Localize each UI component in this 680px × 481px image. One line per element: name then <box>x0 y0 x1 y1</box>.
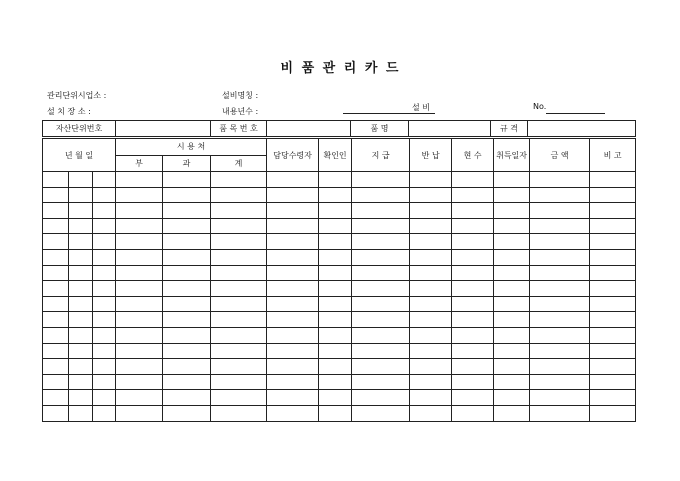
item-no-label: 품 목 번 호 <box>211 121 267 137</box>
asset-no-value[interactable] <box>116 121 211 137</box>
table-cell[interactable] <box>116 218 163 234</box>
table-cell[interactable] <box>530 296 590 312</box>
table-cell[interactable] <box>267 312 319 328</box>
table-cell[interactable] <box>319 327 352 343</box>
table-cell[interactable] <box>410 281 452 297</box>
table-cell[interactable] <box>452 234 494 250</box>
table-cell[interactable] <box>211 218 267 234</box>
table-cell[interactable] <box>211 234 267 250</box>
table-cell[interactable] <box>93 249 116 265</box>
mgmt-unit-label: 관리단위시업소 : <box>47 91 107 100</box>
table-cell[interactable] <box>410 249 452 265</box>
unit-header: 계 <box>211 155 267 172</box>
table-cell[interactable] <box>452 374 494 390</box>
table-cell[interactable] <box>163 327 211 343</box>
table-cell[interactable] <box>116 203 163 219</box>
table-cell[interactable] <box>163 249 211 265</box>
table-cell[interactable] <box>163 265 211 281</box>
table-cell[interactable] <box>410 390 452 406</box>
table-cell[interactable] <box>410 296 452 312</box>
table-cell[interactable] <box>43 405 69 421</box>
table-cell[interactable] <box>163 187 211 203</box>
table-cell[interactable] <box>530 265 590 281</box>
table-cell[interactable] <box>69 187 93 203</box>
table-cell[interactable] <box>452 327 494 343</box>
table-cell[interactable] <box>530 359 590 375</box>
table-cell[interactable] <box>530 312 590 328</box>
table-cell[interactable] <box>352 312 410 328</box>
table-cell[interactable] <box>452 296 494 312</box>
table-cell[interactable] <box>211 343 267 359</box>
spec-label: 규 격 <box>491 121 528 137</box>
table-cell[interactable] <box>494 296 530 312</box>
table-cell[interactable] <box>43 234 69 250</box>
table-cell[interactable] <box>163 234 211 250</box>
asset-no-label: 자산단위번호 <box>43 121 116 137</box>
equipment-underline <box>343 113 435 114</box>
table-cell[interactable] <box>530 218 590 234</box>
current-header: 현 수 <box>452 139 494 172</box>
table-cell[interactable] <box>93 203 116 219</box>
table-cell[interactable] <box>319 281 352 297</box>
table-cell[interactable] <box>319 405 352 421</box>
amount-header: 금 액 <box>530 139 590 172</box>
table-row <box>43 281 636 297</box>
table-cell[interactable] <box>590 172 636 188</box>
table-cell[interactable] <box>69 172 93 188</box>
item-no-value[interactable] <box>267 121 351 137</box>
table-cell[interactable] <box>530 187 590 203</box>
table-cell[interactable] <box>211 374 267 390</box>
table-cell[interactable] <box>352 218 410 234</box>
spec-value[interactable] <box>528 121 636 137</box>
table-cell[interactable] <box>267 187 319 203</box>
table-cell[interactable] <box>352 281 410 297</box>
table-cell[interactable] <box>590 281 636 297</box>
table-row <box>43 327 636 343</box>
table-cell[interactable] <box>116 265 163 281</box>
table-cell[interactable] <box>590 374 636 390</box>
table-cell[interactable] <box>352 234 410 250</box>
table-cell[interactable] <box>69 343 93 359</box>
table-cell[interactable] <box>69 374 93 390</box>
table-cell[interactable] <box>452 265 494 281</box>
table-cell[interactable] <box>352 374 410 390</box>
return-header: 반 납 <box>410 139 452 172</box>
table-cell[interactable] <box>116 312 163 328</box>
table-cell[interactable] <box>163 374 211 390</box>
table-cell[interactable] <box>116 296 163 312</box>
date-header: 년 월 일 <box>43 139 116 172</box>
table-cell[interactable] <box>319 359 352 375</box>
table-cell[interactable] <box>116 390 163 406</box>
table-cell[interactable] <box>590 296 636 312</box>
page-title: 비 품 관 리 카 드 <box>280 61 400 76</box>
table-cell[interactable] <box>319 203 352 219</box>
table-cell[interactable] <box>267 218 319 234</box>
acquire-date-header: 취득일자 <box>494 139 530 172</box>
table-cell[interactable] <box>43 312 69 328</box>
manager-header: 담당수령자 <box>267 139 319 172</box>
table-cell[interactable] <box>590 405 636 421</box>
table-cell[interactable] <box>452 218 494 234</box>
table-cell[interactable] <box>116 327 163 343</box>
table-cell[interactable] <box>319 312 352 328</box>
table-cell[interactable] <box>43 203 69 219</box>
table-cell[interactable] <box>93 343 116 359</box>
table-cell[interactable] <box>590 249 636 265</box>
confirm-header: 확인인 <box>319 139 352 172</box>
table-cell[interactable] <box>211 390 267 406</box>
table-cell[interactable] <box>319 187 352 203</box>
table-cell[interactable] <box>116 172 163 188</box>
table-cell[interactable] <box>93 187 116 203</box>
table-cell[interactable] <box>410 343 452 359</box>
table-cell[interactable] <box>410 374 452 390</box>
table-cell[interactable] <box>494 187 530 203</box>
table-cell[interactable] <box>352 172 410 188</box>
table-cell[interactable] <box>69 218 93 234</box>
table-cell[interactable] <box>163 343 211 359</box>
table-cell[interactable] <box>69 249 93 265</box>
table-cell[interactable] <box>93 234 116 250</box>
issue-header: 지 급 <box>352 139 410 172</box>
table-cell[interactable] <box>163 281 211 297</box>
table-cell[interactable] <box>211 359 267 375</box>
table-cell[interactable] <box>163 390 211 406</box>
table-cell[interactable] <box>590 327 636 343</box>
table-cell[interactable] <box>211 405 267 421</box>
table-cell[interactable] <box>410 187 452 203</box>
table-row <box>43 265 636 281</box>
table-row <box>43 296 636 312</box>
table-cell[interactable] <box>494 203 530 219</box>
table-cell[interactable] <box>43 343 69 359</box>
table-cell[interactable] <box>410 203 452 219</box>
table-cell[interactable] <box>116 234 163 250</box>
record-table <box>42 138 636 422</box>
table-cell[interactable] <box>69 234 93 250</box>
table-cell[interactable] <box>267 359 319 375</box>
table-row <box>43 172 636 188</box>
table-cell[interactable] <box>494 327 530 343</box>
table-cell[interactable] <box>116 249 163 265</box>
table-cell[interactable] <box>43 187 69 203</box>
table-cell[interactable] <box>163 296 211 312</box>
table-row <box>43 187 636 203</box>
table-cell[interactable] <box>530 281 590 297</box>
table-cell[interactable] <box>319 172 352 188</box>
service-life-label: 내용년수 : <box>222 107 259 116</box>
table-cell[interactable] <box>69 203 93 219</box>
table-cell[interactable] <box>410 265 452 281</box>
table-cell[interactable] <box>69 405 93 421</box>
table-cell[interactable] <box>452 172 494 188</box>
table-cell[interactable] <box>590 312 636 328</box>
table-row <box>43 203 636 219</box>
table-cell[interactable] <box>211 249 267 265</box>
table-cell[interactable] <box>530 390 590 406</box>
table-cell[interactable] <box>530 343 590 359</box>
table-cell[interactable] <box>352 327 410 343</box>
table-cell[interactable] <box>93 281 116 297</box>
table-cell[interactable] <box>116 359 163 375</box>
number-underline <box>546 113 605 114</box>
table-cell[interactable] <box>69 265 93 281</box>
table-cell[interactable] <box>43 359 69 375</box>
table-cell[interactable] <box>211 265 267 281</box>
table-cell[interactable] <box>267 172 319 188</box>
table-cell[interactable] <box>410 327 452 343</box>
table-cell[interactable] <box>163 312 211 328</box>
table-cell[interactable] <box>93 312 116 328</box>
table-cell[interactable] <box>267 203 319 219</box>
table-cell[interactable] <box>69 312 93 328</box>
table-cell[interactable] <box>163 405 211 421</box>
table-cell[interactable] <box>530 172 590 188</box>
table-cell[interactable] <box>267 343 319 359</box>
table-cell[interactable] <box>530 203 590 219</box>
table-cell[interactable] <box>410 312 452 328</box>
item-name-value[interactable] <box>409 121 491 137</box>
table-cell[interactable] <box>452 390 494 406</box>
table-cell[interactable] <box>452 312 494 328</box>
table-cell[interactable] <box>494 374 530 390</box>
table-row <box>43 405 636 421</box>
table-cell[interactable] <box>267 234 319 250</box>
table-cell[interactable] <box>93 405 116 421</box>
table-cell[interactable] <box>494 234 530 250</box>
table-cell[interactable] <box>267 390 319 406</box>
table-cell[interactable] <box>590 234 636 250</box>
table-cell[interactable] <box>410 359 452 375</box>
table-row <box>43 359 636 375</box>
use-place-header: 시 용 처 <box>116 139 267 156</box>
table-cell[interactable] <box>590 390 636 406</box>
table-cell[interactable] <box>43 374 69 390</box>
table-cell[interactable] <box>116 405 163 421</box>
table-cell[interactable] <box>116 187 163 203</box>
table-cell[interactable] <box>352 296 410 312</box>
table-cell[interactable] <box>69 390 93 406</box>
table-cell[interactable] <box>494 312 530 328</box>
table-row <box>43 218 636 234</box>
table-cell[interactable] <box>452 187 494 203</box>
table-cell[interactable] <box>352 405 410 421</box>
install-location-label: 설 치 장 소 : <box>47 107 91 116</box>
table-cell[interactable] <box>319 265 352 281</box>
table-cell[interactable] <box>163 218 211 234</box>
table-cell[interactable] <box>452 359 494 375</box>
table-cell[interactable] <box>590 203 636 219</box>
table-cell[interactable] <box>93 390 116 406</box>
table-cell[interactable] <box>319 249 352 265</box>
table-cell[interactable] <box>530 327 590 343</box>
table-cell[interactable] <box>590 218 636 234</box>
table-cell[interactable] <box>352 187 410 203</box>
table-cell[interactable] <box>93 374 116 390</box>
table-cell[interactable] <box>352 343 410 359</box>
table-row <box>43 374 636 390</box>
remarks-header: 비 고 <box>590 139 636 172</box>
table-cell[interactable] <box>319 296 352 312</box>
table-cell[interactable] <box>69 359 93 375</box>
table-cell[interactable] <box>410 218 452 234</box>
number-label: No. <box>533 102 547 111</box>
table-cell[interactable] <box>69 327 93 343</box>
table-cell[interactable] <box>494 390 530 406</box>
table-cell[interactable] <box>163 359 211 375</box>
table-cell[interactable] <box>116 281 163 297</box>
table-cell[interactable] <box>410 405 452 421</box>
table-cell[interactable] <box>43 390 69 406</box>
table-cell[interactable] <box>267 249 319 265</box>
table-cell[interactable] <box>319 234 352 250</box>
table-cell[interactable] <box>267 327 319 343</box>
table-cell[interactable] <box>43 296 69 312</box>
table-cell[interactable] <box>590 187 636 203</box>
table-cell[interactable] <box>494 343 530 359</box>
table-cell[interactable] <box>352 390 410 406</box>
table-cell[interactable] <box>211 327 267 343</box>
table-cell[interactable] <box>452 203 494 219</box>
table-cell[interactable] <box>93 327 116 343</box>
table-cell[interactable] <box>319 218 352 234</box>
table-cell[interactable] <box>43 281 69 297</box>
info-row <box>42 120 635 137</box>
table-cell[interactable] <box>43 249 69 265</box>
table-cell[interactable] <box>319 374 352 390</box>
table-cell[interactable] <box>410 234 452 250</box>
table-cell[interactable] <box>590 359 636 375</box>
table-cell[interactable] <box>494 281 530 297</box>
table-cell[interactable] <box>211 281 267 297</box>
table-cell[interactable] <box>267 405 319 421</box>
table-cell[interactable] <box>494 218 530 234</box>
table-cell[interactable] <box>319 343 352 359</box>
table-cell[interactable] <box>494 359 530 375</box>
table-cell[interactable] <box>530 234 590 250</box>
table-cell[interactable] <box>267 374 319 390</box>
table-cell[interactable] <box>116 343 163 359</box>
table-cell[interactable] <box>530 249 590 265</box>
table-cell[interactable] <box>93 359 116 375</box>
table-cell[interactable] <box>319 390 352 406</box>
table-cell[interactable] <box>452 281 494 297</box>
table-cell[interactable] <box>93 218 116 234</box>
table-cell[interactable] <box>69 281 93 297</box>
equipment-suffix: 설 비 <box>412 103 430 112</box>
table-cell[interactable] <box>69 296 93 312</box>
table-cell[interactable] <box>211 203 267 219</box>
dept-header: 부 <box>116 155 163 172</box>
table-cell[interactable] <box>494 405 530 421</box>
table-cell[interactable] <box>494 249 530 265</box>
table-cell[interactable] <box>93 296 116 312</box>
table-cell[interactable] <box>352 265 410 281</box>
table-cell[interactable] <box>267 281 319 297</box>
table-cell[interactable] <box>267 265 319 281</box>
table-cell[interactable] <box>163 203 211 219</box>
section-header: 과 <box>163 155 211 172</box>
table-cell[interactable] <box>590 343 636 359</box>
table-cell[interactable] <box>530 405 590 421</box>
table-row <box>43 249 636 265</box>
table-cell[interactable] <box>452 405 494 421</box>
table-cell[interactable] <box>163 172 211 188</box>
equipment-name-label: 설비명칭 : <box>222 91 259 100</box>
table-cell[interactable] <box>211 172 267 188</box>
table-cell[interactable] <box>211 312 267 328</box>
table-cell[interactable] <box>93 265 116 281</box>
table-cell[interactable] <box>43 172 69 188</box>
table-cell[interactable] <box>590 265 636 281</box>
table-cell[interactable] <box>494 265 530 281</box>
table-cell[interactable] <box>93 172 116 188</box>
table-cell[interactable] <box>116 374 163 390</box>
item-name-label: 품 명 <box>351 121 409 137</box>
table-row <box>43 312 636 328</box>
table-cell[interactable] <box>452 249 494 265</box>
table-row <box>43 343 636 359</box>
table-cell[interactable] <box>43 327 69 343</box>
table-cell[interactable] <box>352 359 410 375</box>
table-cell[interactable] <box>43 218 69 234</box>
table-cell[interactable] <box>43 265 69 281</box>
table-cell[interactable] <box>352 249 410 265</box>
table-cell[interactable] <box>410 172 452 188</box>
table-cell[interactable] <box>211 187 267 203</box>
table-cell[interactable] <box>267 296 319 312</box>
table-cell[interactable] <box>452 343 494 359</box>
table-cell[interactable] <box>211 296 267 312</box>
table-row <box>43 234 636 250</box>
table-cell[interactable] <box>494 172 530 188</box>
table-row <box>43 390 636 406</box>
table-cell[interactable] <box>530 374 590 390</box>
table-cell[interactable] <box>352 203 410 219</box>
